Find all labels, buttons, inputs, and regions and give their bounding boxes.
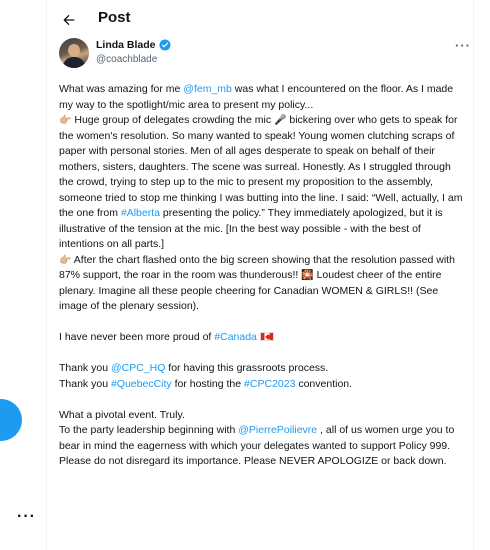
post-text: Loudest cheer of the entire plenary. Imagine all these people cheering for Canadian WOMEN & GIRLS!! (See image of the plenary session). (59, 269, 442, 312)
mention-link[interactable]: @fem_mb (183, 83, 232, 95)
hashtag-link[interactable]: #Alberta (120, 207, 160, 219)
hashtag-link[interactable]: #CPC2023 (244, 377, 296, 390)
post-text: was what I encountered on the floor. As I made my way to the spotlight/mic area to present my policy... (59, 83, 454, 111)
post-text: , all of us women urge you to bear in mind the eagerness with which your delegates wanted to support Policy 999. Please do not disregard its importance. Please NEVER APOLOGIZE or back down. (59, 424, 455, 467)
post-paragraph (59, 330, 464, 346)
page-title: Post (98, 9, 131, 26)
author-name-row (96, 39, 171, 51)
fireworks-emoji: 🎇 (301, 270, 314, 281)
post-text: After the chart flashed onto the big screen showing that the resolution passed with 87% support, the roar in the room was thunderous!! (59, 253, 455, 281)
microphone-emoji: 🎤 (274, 115, 287, 126)
more-menu-icon[interactable]: ··· (17, 508, 36, 525)
post-text: for having this grassroots process. (165, 362, 329, 374)
mention-link[interactable]: @PierrePoilievre (238, 424, 318, 436)
author-handle[interactable]: @coachblade (96, 54, 158, 65)
mention-link[interactable]: @CPC_HQ (110, 362, 166, 374)
post-text: I have never been more proud of (59, 331, 215, 343)
post-body (59, 82, 464, 470)
avatar[interactable] (59, 38, 89, 68)
post-paragraph (59, 361, 464, 392)
post-paragraph (59, 408, 464, 470)
hashtag-link[interactable]: #Canada (214, 331, 257, 343)
post-text: To the party leadership beginning with (59, 424, 239, 436)
post-text: for hosting the (171, 377, 245, 390)
post-text: bickering over who gets to speak for the women's resolution. So many wanted to speak! Young women clutching scraps of paper with personal stories. Men of all ages desperate to speak on behalf of their mothers, sisters, daughters. The scene was surreal. Honestly. As I struggled through the crowd, trying to step up to the mic to present my proposition to the assembly, someone tried to stop me thinking I was butting into the line. I said: “Well, actually, I am the one from (59, 114, 463, 219)
post-text: presenting the policy.” They immediately apologized, but it is illustrative of the tension at the mic. [In the best way possible - with the best of intentions on all parts.] (59, 207, 443, 250)
post-author (59, 38, 471, 74)
post-text: What was amazing for me (59, 83, 184, 95)
pointing-hand-emoji: 👉🏼 (59, 254, 72, 266)
back-button[interactable] (57, 8, 81, 32)
arrow-left-icon (61, 12, 77, 28)
canada-flag-icon (260, 332, 274, 341)
post-text: Thank you (59, 377, 111, 390)
author-name[interactable]: Linda Blade (96, 39, 156, 51)
post-text: Huge group of delegates crowding the mic (71, 114, 274, 126)
post-text: convention. (295, 377, 353, 390)
post-text: What a pivotal event. Truly. (59, 408, 185, 421)
hashtag-link[interactable]: #QuebecCity (110, 377, 172, 390)
verified-badge-icon (159, 39, 171, 51)
more-horizontal-icon[interactable]: ··· (455, 38, 471, 53)
post-paragraph (59, 82, 464, 315)
left-nav-rail (0, 0, 46, 550)
post-column (46, 0, 474, 550)
pointing-hand-emoji: 👉🏼 (59, 115, 72, 126)
post-header (47, 0, 473, 40)
post-text: Thank you (59, 362, 111, 374)
compose-post-button[interactable] (0, 399, 22, 441)
